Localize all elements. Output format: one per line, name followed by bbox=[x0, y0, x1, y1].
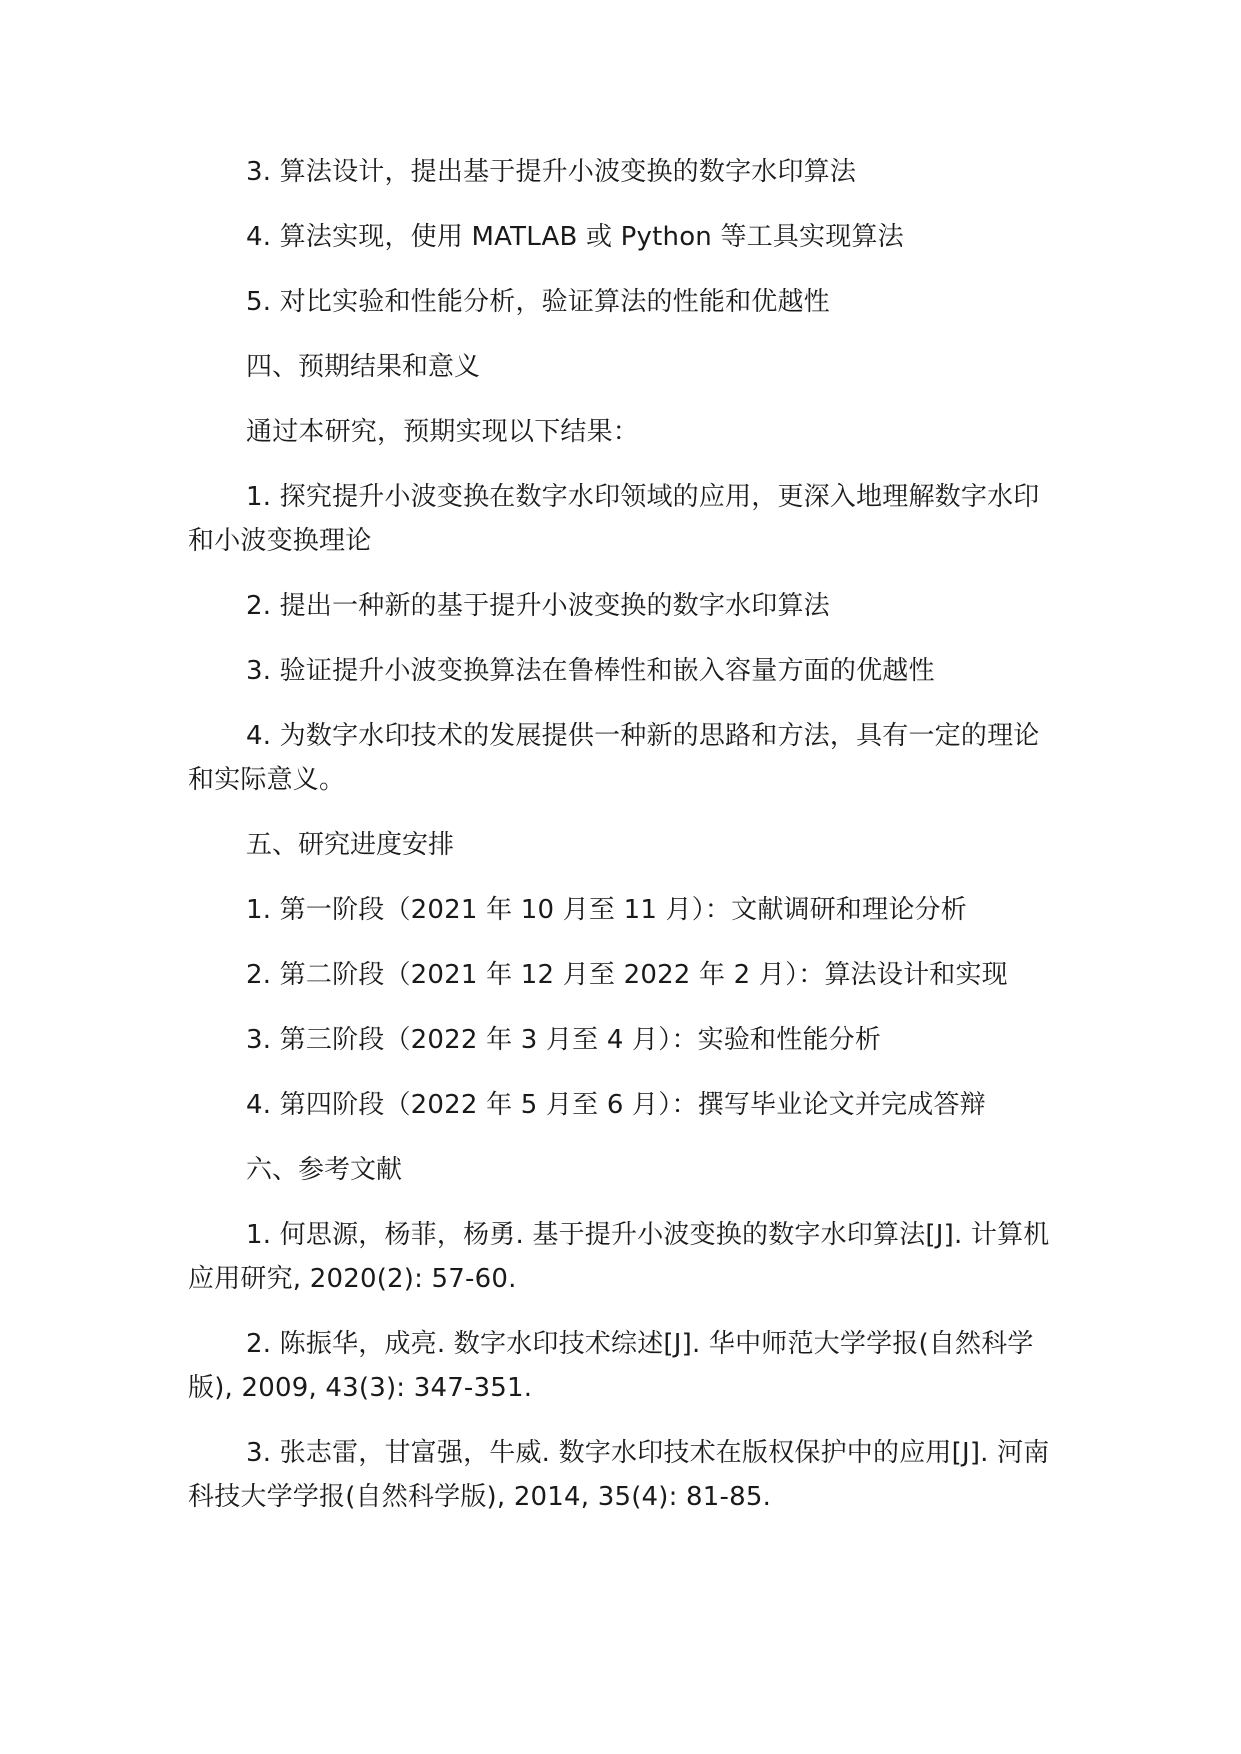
section-heading-schedule: 五、研究进度安排 bbox=[246, 830, 455, 860]
section-heading-references: 六、参考文献 bbox=[246, 1155, 403, 1185]
schedule-phase-3: 3. 第三阶段（2022 年 3 月至 4 月）：实验和性能分析 bbox=[246, 1025, 882, 1055]
expected-results-intro: 通过本研究，预期实现以下结果： bbox=[246, 417, 640, 447]
expected-result-2: 2. 提出一种新的基于提升小波变换的数字水印算法 bbox=[246, 591, 830, 621]
document-body bbox=[188, 150, 1058, 1540]
step-5-experiment-analysis: 5. 对比实验和性能分析，验证算法的性能和优越性 bbox=[246, 287, 830, 317]
step-4-algorithm-implementation: 4. 算法实现，使用 MATLAB 或 Python 等工具实现算法 bbox=[246, 222, 904, 252]
expected-result-4: 4. 为数字水印技术的发展提供一种新的思路和方法，具有一定的理论和实际意义。 bbox=[188, 721, 1040, 795]
expected-result-3: 3. 验证提升小波变换算法在鲁棒性和嵌入容量方面的优越性 bbox=[246, 656, 935, 686]
schedule-phase-1: 1. 第一阶段（2021 年 10 月至 11 月）：文献调研和理论分析 bbox=[246, 895, 967, 925]
expected-result-1: 1. 探究提升小波变换在数字水印领域的应用，更深入地理解数字水印和小波变换理论 bbox=[188, 482, 1040, 556]
section-heading-expected-results: 四、预期结果和意义 bbox=[246, 352, 481, 382]
reference-3: 3. 张志雷，甘富强，牛威. 数字水印技术在版权保护中的应用[J]. 河南科技大学学报(自然科学版), 2014, 35(4): 81-85. bbox=[188, 1438, 1050, 1512]
reference-1: 1. 何思源，杨菲，杨勇. 基于提升小波变换的数字水印算法[J]. 计算机应用研究, 2020(2): 57-60. bbox=[188, 1220, 1050, 1294]
step-3-algorithm-design: 3. 算法设计，提出基于提升小波变换的数字水印算法 bbox=[246, 157, 857, 187]
schedule-phase-4: 4. 第四阶段（2022 年 5 月至 6 月）：撰写毕业论文并完成答辩 bbox=[246, 1090, 986, 1120]
schedule-phase-2: 2. 第二阶段（2021 年 12 月至 2022 年 2 月）：算法设计和实现 bbox=[246, 960, 1008, 990]
reference-2: 2. 陈振华，成亮. 数字水印技术综述[J]. 华中师范大学学报(自然科学版), 2009, 43(3): 347-351. bbox=[188, 1329, 1034, 1403]
